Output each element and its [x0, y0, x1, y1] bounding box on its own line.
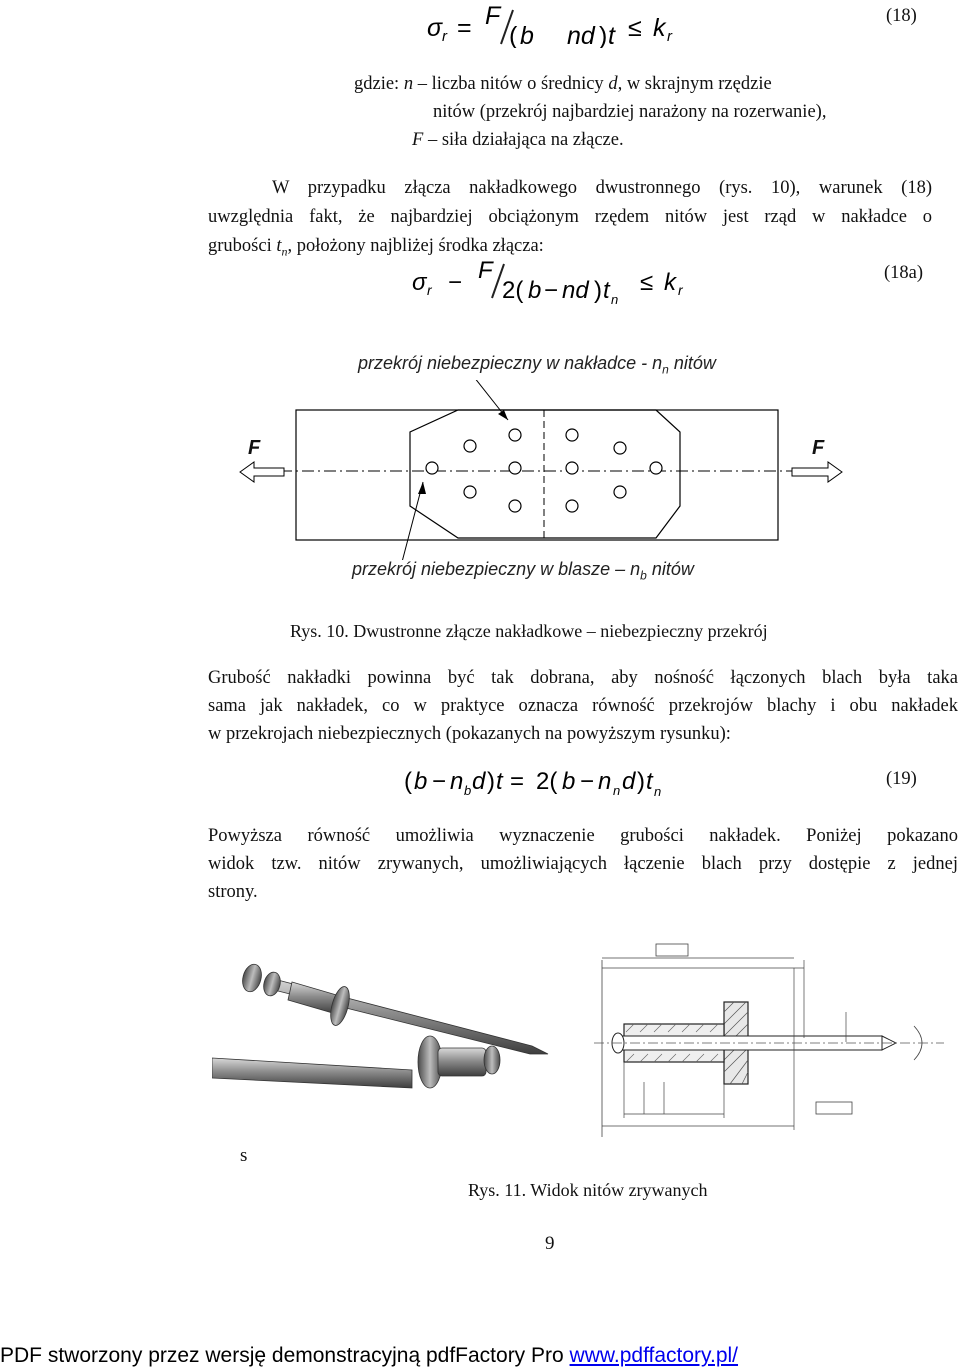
para3-line-3: strony.: [208, 882, 258, 902]
svg-text:≤: ≤: [628, 14, 642, 42]
rivet-photo: [212, 960, 574, 1110]
stray-letter: s: [240, 1145, 248, 1166]
where-intro: gdzie:: [354, 74, 400, 94]
svg-text:r: r: [442, 28, 447, 45]
footer-link[interactable]: www.pdffactory.pl/: [569, 1344, 739, 1367]
equation-19-number: (19): [886, 769, 917, 789]
leader-arrowhead-bottom: [418, 482, 426, 494]
svg-text:b: b: [464, 783, 472, 798]
equation-18a-graphic: [410, 258, 700, 308]
svg-text:nd: nd: [567, 22, 595, 48]
figure-11-caption: Rys. 11. Widok nitów zrywanych: [468, 1180, 708, 1200]
svg-text:n: n: [654, 784, 662, 799]
para1-line-2: uwzględnia fakt, że najbardziej obciążonym rzędem nitów jest rząd w nakładce o: [208, 207, 932, 227]
where-n-desc-2: w skrajnym rzędzie: [626, 74, 772, 94]
svg-text:): ): [487, 768, 495, 795]
svg-text:σ: σ: [427, 14, 443, 42]
figure-10-top-label: [358, 353, 716, 377]
svg-text:r: r: [678, 282, 683, 298]
rivet-hole: [566, 500, 578, 512]
svg-text:t: t: [646, 768, 653, 795]
para2-line-3: w przekrojach niebezpiecznych (pokazanych na powyższym rysunku):: [208, 724, 731, 744]
svg-text:(: (: [509, 22, 518, 48]
top-label-text: przekrój niebezpieczny w nakładce - n: [358, 353, 663, 373]
svg-text:F: F: [478, 258, 493, 284]
symbol-t: t: [276, 236, 282, 256]
para3-line-2: widok tzw. nitów zrywanych, umożliwiających łączenie blach przy dostępie z jednej: [208, 854, 958, 874]
svg-text:t: t: [603, 277, 610, 304]
svg-text:n: n: [598, 768, 612, 795]
para1-line-3-a: grubości: [208, 236, 272, 256]
dash: –: [417, 74, 427, 94]
svg-text:r: r: [667, 28, 672, 45]
svg-text:d: d: [622, 768, 636, 795]
where-F-desc: siła działająca na złącze.: [441, 130, 624, 150]
equation-18a-number: (18a): [884, 263, 924, 283]
base-plate: [296, 410, 778, 540]
svg-text:b: b: [528, 277, 542, 304]
where-line-1: [354, 71, 772, 98]
svg-text:): ): [599, 22, 608, 48]
top-label-end: nitów: [668, 353, 716, 373]
equation-18: [425, 2, 695, 48]
svg-text:nd: nd: [562, 277, 589, 304]
svg-text:): ): [594, 277, 602, 304]
rivet-hole: [566, 462, 578, 474]
svg-text:2(: 2(: [536, 768, 558, 795]
equation-18-graphic: [425, 2, 695, 48]
page-number: 9: [545, 1233, 555, 1254]
force-arrow-right: [792, 462, 842, 482]
svg-text:k: k: [653, 14, 666, 42]
svg-text:n: n: [450, 768, 464, 795]
rivet-hole: [614, 442, 626, 454]
svg-text:−: −: [580, 768, 595, 795]
rivet-hole: [509, 462, 521, 474]
para2-line-2: sama jak nakładek, co w praktyce oznacza równość przekrojów blachy i obu nakładek: [208, 696, 958, 716]
svg-text:(: (: [404, 768, 412, 795]
equation-18-number: (18): [886, 6, 917, 26]
svg-text:−: −: [448, 269, 463, 296]
svg-text:b: b: [520, 22, 534, 48]
rivet-hole: [614, 486, 626, 498]
force-label-right: F: [812, 437, 825, 459]
svg-text:n: n: [613, 783, 621, 798]
rivet-lower-sleeve: [438, 1048, 486, 1076]
svg-text:=: =: [510, 768, 525, 795]
para1-line-1: W przypadku złącza nakładkowego dwustronnego (rys. 10), warunek (18): [272, 178, 932, 198]
svg-text:=: =: [457, 14, 472, 42]
svg-text:−: −: [432, 768, 447, 795]
rivet-lower-end: [484, 1046, 500, 1074]
symbol-d: d,: [608, 74, 623, 94]
svg-text:−: −: [544, 277, 559, 304]
para2-line-1: Grubość nakładki powinna być tak dobrana, aby nośność łączonych blach była taka: [208, 668, 958, 688]
svg-text:b: b: [562, 768, 576, 795]
force-label-left: F: [248, 437, 261, 459]
symbol-F: F: [412, 130, 424, 150]
svg-text:k: k: [664, 269, 676, 296]
bottom-label-subscript: b: [640, 568, 647, 583]
where-n-desc-1: liczba nitów o średnicy: [431, 74, 604, 94]
rivet-technical-drawing: [584, 942, 954, 1140]
figure-10-bottom-label: [352, 559, 694, 583]
svg-text:F: F: [485, 2, 501, 30]
top-label-subscript: n: [662, 362, 669, 377]
leader-arrowhead-top: [498, 410, 508, 420]
svg-text:b: b: [414, 768, 428, 795]
rivet-hole: [509, 429, 521, 441]
figure-10-drawing: [230, 380, 860, 560]
footer-text: PDF stworzony przez wersję demonstracyjną pdfFactory Pro: [0, 1344, 570, 1367]
para1-line-3-b: , położony najbliżej środka złącza:: [287, 236, 544, 256]
svg-text:2(: 2(: [502, 277, 524, 304]
figure-10-caption: Rys. 10. Dwustronne złącze nakładkowe – niebezpieczny przekrój: [290, 621, 768, 641]
rivet-hole: [426, 462, 438, 474]
para3-line-1: Powyższa równość umożliwia wyznaczenie grubości nakładek. Poniżej pokazano: [208, 826, 958, 846]
rivet-hole: [509, 500, 521, 512]
dash: –: [427, 130, 438, 150]
pdf-footer: [0, 1344, 738, 1368]
bottom-label-text: przekrój niebezpieczny w blasze – n: [352, 559, 641, 579]
where-line-2: nitów (przekrój najbardziej narażony na rozerwanie),: [433, 102, 827, 122]
svg-text:t: t: [608, 22, 615, 48]
rivet-hole: [566, 429, 578, 441]
symbol-t-subscript: n: [281, 244, 288, 259]
svg-text:r: r: [427, 282, 432, 298]
rivet-hole: [464, 486, 476, 498]
cover-plate: [410, 410, 680, 538]
equation-19-graphic: [404, 763, 714, 801]
rivet-hole: [464, 440, 476, 452]
svg-text:n: n: [611, 292, 619, 307]
where-line-3: [412, 127, 624, 154]
bottom-label-end: nitów: [646, 559, 694, 579]
equation-18a: [410, 258, 700, 308]
svg-text:t: t: [496, 768, 503, 795]
svg-text:σ: σ: [412, 269, 427, 296]
rivet-hole: [650, 462, 662, 474]
equation-19: [404, 763, 714, 801]
force-arrow-left: [240, 462, 284, 482]
svg-text:≤: ≤: [640, 269, 654, 296]
svg-text:): ): [637, 768, 645, 795]
symbol-n: n: [403, 74, 414, 94]
svg-text:d: d: [472, 768, 486, 795]
